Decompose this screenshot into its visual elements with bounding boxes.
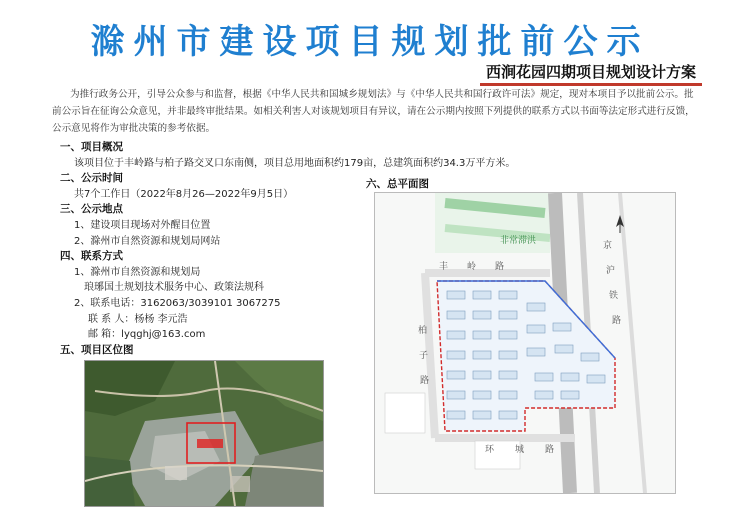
- road-label: 柏: [418, 326, 428, 336]
- satellite-map-image: [85, 361, 323, 506]
- site-plan-drawing: [375, 193, 675, 493]
- overview-heading: 一、项目概况: [60, 141, 123, 153]
- period-text: 共7个工作日（2022年8月26—2022年9月5日）: [74, 188, 294, 200]
- intro-paragraph: 为推行政务公开，引导公众参与和监督，根据《中华人民共和国城乡规划法》与《中华人民共和国行政许可法》规定，现对本项目予以批前公示。批前公示旨在征询公众意见，并非最终审批结果。如相关利害人对该规划项目有异议，请在公示期内按照下列提供的联系方式以书面等法定形式进行反馈，公示意见将作为审批决策的参考依据。: [52, 89, 695, 134]
- road-label: 沪: [606, 266, 616, 276]
- road-label: 路: [612, 316, 622, 326]
- contact-heading: 四、联系方式: [60, 250, 123, 263]
- site-plan: [374, 192, 676, 494]
- page-title: 滁州市建设项目规划批前公示: [90, 22, 650, 62]
- period-heading: 二、公示时间: [60, 172, 123, 185]
- overview-text: 该项目位于丰岭路与柏子路交叉口东南侧，项目总用地面积约179亩，总建筑面积约34.3万平方米。: [74, 157, 516, 169]
- road-label: 岭: [467, 262, 477, 272]
- location-item: 2、滁州市自然资源和规划局网站: [74, 235, 221, 247]
- contact-phone: 2、联系电话：3162063/3039101 3067275: [74, 297, 281, 309]
- location-heading: 三、公示地点: [60, 203, 123, 216]
- road-label: 路: [420, 376, 430, 386]
- project-subtitle: 西涧花园四期项目规划设计方案: [480, 60, 702, 86]
- road-label: 城: [515, 445, 525, 455]
- site-plan-heading: 六、总平面图: [366, 178, 429, 190]
- contact-org: 1、滁州市自然资源和规划局: [74, 266, 201, 278]
- contact-person: 联 系 人：杨杨 李元浩: [88, 313, 188, 325]
- road-label: 路: [495, 262, 505, 272]
- location-item: 1、建设项目现场对外醒目位置: [74, 219, 211, 231]
- road-label: 京: [603, 241, 613, 251]
- zone-label: 非常滞洪: [500, 236, 537, 246]
- road-label: 铁: [609, 291, 619, 301]
- location-map-heading: 五、项目区位图: [60, 343, 134, 356]
- road-label: 子: [419, 351, 429, 361]
- location-map: [84, 360, 324, 507]
- contact-dept: 琅琊国土规划技术服务中心、政策法规科: [84, 282, 264, 294]
- road-label: 环: [485, 445, 495, 455]
- road-label: 路: [545, 445, 555, 455]
- road-label: 丰: [439, 262, 449, 272]
- contact-email: 邮 箱：lyqghj@163.com: [88, 329, 206, 341]
